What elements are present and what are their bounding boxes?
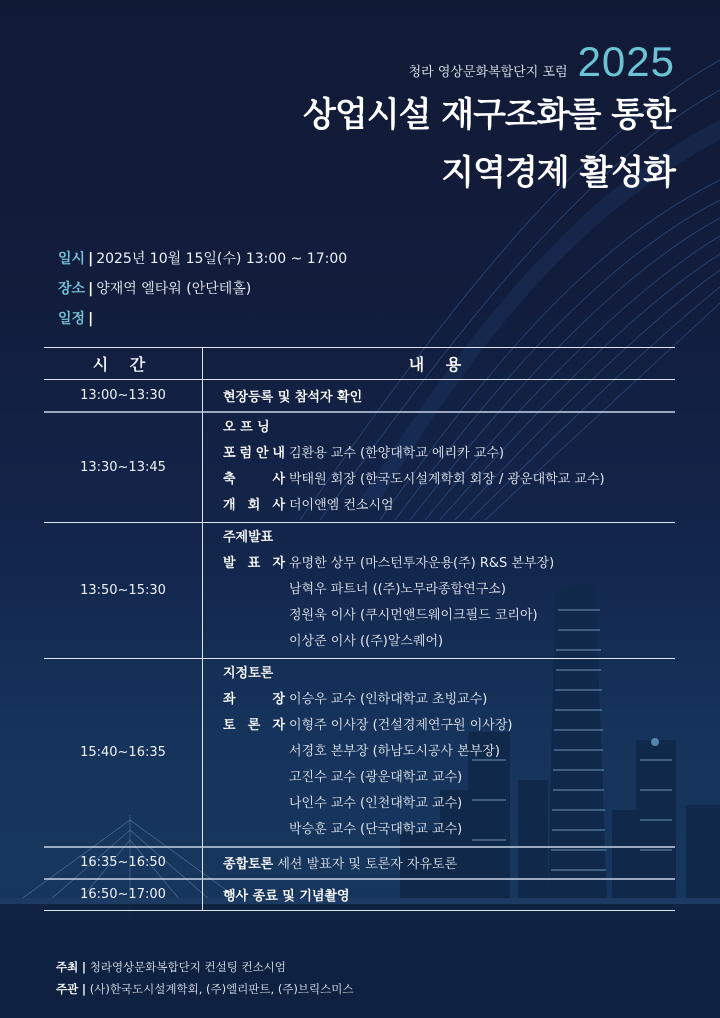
title-line-2: 지역경제 활성화 [441,153,675,193]
footer-organizers [56,958,353,1002]
event-info [58,248,347,338]
info-schedule: 일정 | [58,311,94,327]
footer-organizer: 주관 | (사)한국도시설계학회, (주)엘리판트, (주)브릭스미스 [56,982,354,996]
info-venue: 장소 | 양재역 엘타워 (안단테홀) [58,281,252,297]
header-content: 내 용 [408,355,470,374]
info-date: 일시 | 2025년 10월 15일(수) 13:00 ~ 17:00 [58,251,348,267]
header-time: 시 간 [44,348,203,380]
table-row: 13:30~13:45 오 프 닝 포 럼 안 내 김환용 교수 (한양대학교 에리카 교수) 축 사 박태원 회장 (한국도시설계학회 회장 / 광운대학교 교수) 개 회 사 더이앤엠 컨소시엄 [44,412,675,523]
table-row: 13:00~13:30 현장등록 및 참석자 확인 [44,380,675,412]
table-row: 16:50~17:00 행사 종료 및 기념촬영 [44,879,675,911]
title-line-1: 상업시설 재구조화를 통한 [303,95,675,135]
forum-subtitle: 청라 영상문화복합단지 포럼 [408,65,568,80]
schedule-table [44,347,675,911]
table-row: 16:35~16:50 종합토론 세션 발표자 및 토론자 자유토론 [44,847,675,879]
poster-header [303,40,675,200]
table-row: 15:40~16:35 지정토론 좌 장 이승우 교수 (인하대학교 초빙교수) 토 론 자 이형주 이사장 (건설경제연구원 이사장) 서경호 본부장 (하남도시공사 본부장) 고진수 교수 (광운대학교 교수) 나인수 교수 (인천대학교 교수) 박승훈 교수 (단국대학교 교수) [44,658,675,847]
table-row: 13:50~15:30 주제발표 발 표 자 유명한 상무 (마스턴투자운용(주) R&S 본부장) 남혁우 파트너 ((주)노무라종합연구소) 정원욱 이사 (쿠시먼앤드웨이크필드 코리아) 이상준 이사 ((주)알스퀘어) [44,522,675,658]
footer-host: 주최 | 청라영상문화복합단지 컨설팅 컨소시엄 [56,960,286,974]
forum-year: 2025 [577,38,675,85]
table-header [44,348,675,380]
